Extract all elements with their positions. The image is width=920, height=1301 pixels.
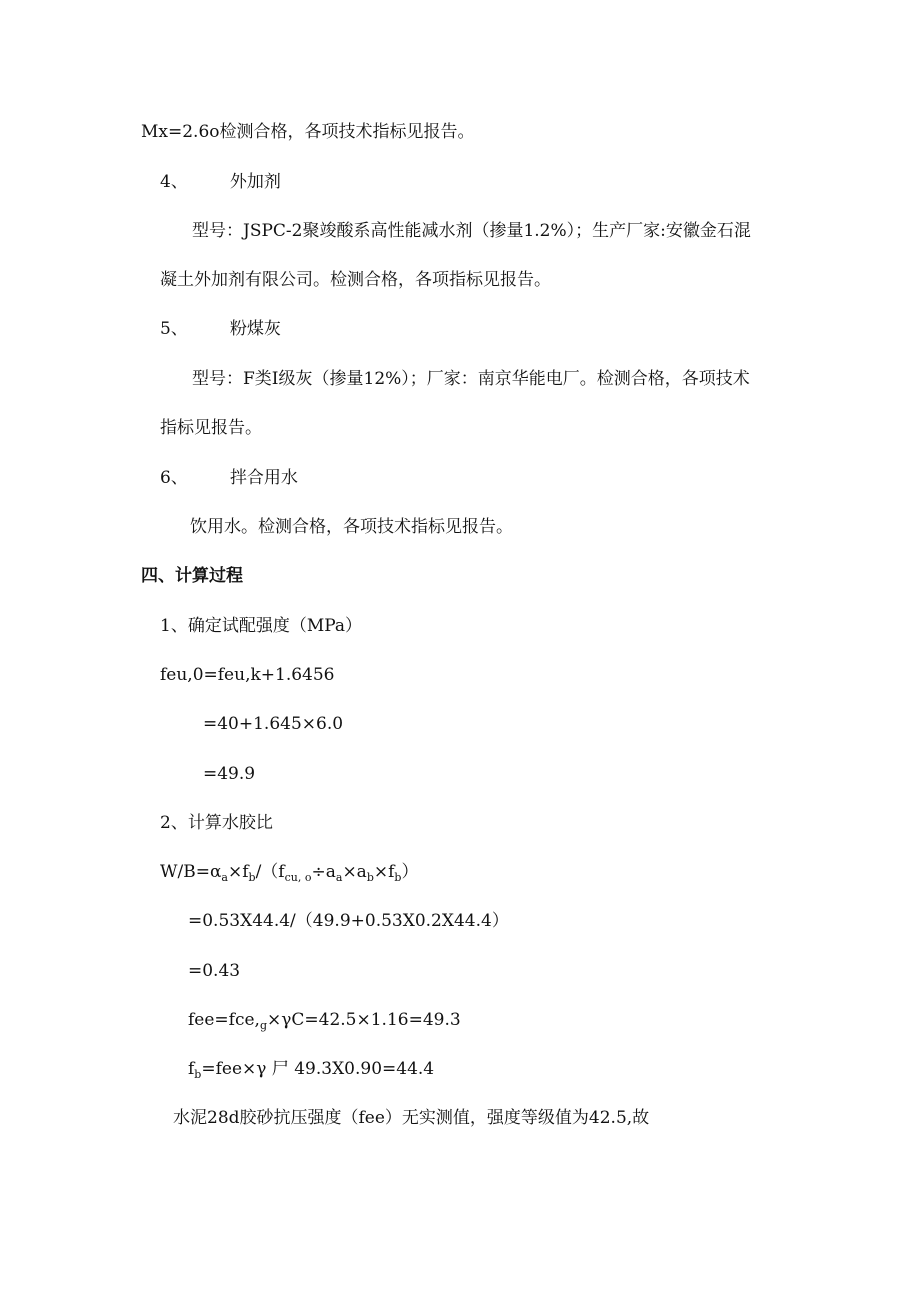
- heading-number: 4、: [160, 172, 188, 192]
- formula-water-binder: $W/B=\alpha_a\times f_b/(f_{cu, o}\div a_a\times a_b\times f_b)$: [160, 862, 419, 884]
- heading-fly-ash: [160, 317, 281, 341]
- paragraph-sand-result: Mx=2.6o检测合格，各项技术指标见报告。: [141, 122, 475, 142]
- section-heading-calculation: 四、计算过程: [141, 566, 243, 586]
- formula-water-binder-substitution: =0.53X44.4/（49.9+0.53X0.2X44.4）: [188, 911, 509, 931]
- heading-mixing-water: [160, 466, 298, 490]
- heading-title: 拌合用水: [229, 468, 298, 488]
- step-heading-strength: 1、确定试配强度（MPa）: [160, 616, 363, 636]
- paragraph-admixture-company: 凝土外加剂有限公司。检测合格，各项指标见报告。: [160, 270, 551, 290]
- formula-strength-result: =49.9: [203, 764, 256, 784]
- paragraph-cement-note: 水泥28d胶砂抗压强度（fee）无实测值，强度等级值为42.5,故: [173, 1108, 650, 1128]
- paragraph-water-result: 饮用水。检测合格，各项技术指标见报告。: [190, 517, 513, 537]
- step-heading-water-binder: 2、计算水胶比: [160, 813, 273, 833]
- heading-number: 6、: [160, 468, 188, 488]
- heading-title: 粉煤灰: [229, 319, 281, 339]
- paragraph-fly-ash-report: 指标见报告。: [160, 418, 262, 438]
- heading-title: 外加剂: [229, 172, 281, 192]
- paragraph-admixture-model: 型号：JSPC-2聚竣酸系高性能减水剂（掺量1.2%）；生产厂家:安徽金石混: [192, 221, 751, 241]
- formula-cement-strength: $fee=fce,_g\times\gamma C=42.5\times 1.16=49.3$: [188, 1010, 461, 1032]
- formula-binder-strength: $f_b=fee\times\gamma$ 尸 49.3X0.90=44.4: [188, 1059, 435, 1081]
- heading-number: 5、: [160, 319, 188, 339]
- formula-water-binder-result: =0.43: [188, 961, 241, 981]
- formula-strength: feu,0=feu,k+1.6456: [160, 665, 335, 685]
- formula-strength-substitution: =40+1.645×6.0: [203, 714, 344, 734]
- paragraph-fly-ash-model: 型号：F类I级灰（掺量12%）；厂家：南京华能电厂。检测合格，各项技术: [192, 369, 750, 389]
- heading-admixture: [160, 170, 281, 194]
